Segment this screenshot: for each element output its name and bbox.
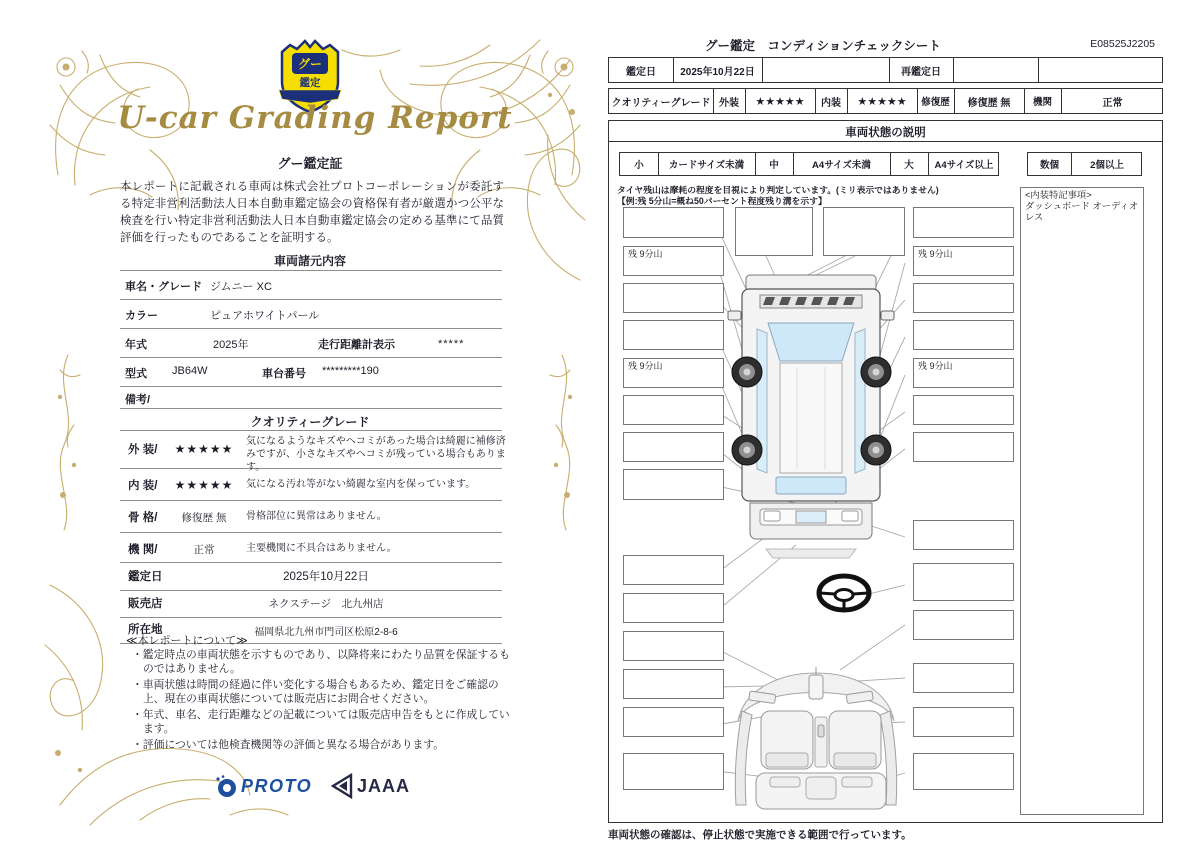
grade-exterior-stars: ★★★★★: [174, 442, 234, 456]
sheet-title: グー鑑定 コンディションチェックシート: [705, 39, 941, 53]
count-legend-table: [1027, 152, 1142, 176]
reappraisal-date-label: 再鑑定日: [901, 66, 941, 78]
grade-engine-label: 機 関/: [128, 544, 158, 556]
grade-int-label: 内装: [821, 97, 841, 109]
grade-repair-value: 修復歴 無: [967, 97, 1011, 109]
condition-note-box: [623, 320, 724, 350]
grade-engine-label2: 機関: [1032, 97, 1052, 108]
condition-note-box: [823, 207, 905, 256]
condition-note-box: [623, 555, 724, 585]
appraisal-date-table: [608, 57, 1163, 83]
condition-note-box: [623, 395, 724, 425]
condition-note-box: [913, 520, 1014, 550]
grade-engine-value: 正常: [193, 544, 215, 556]
condition-note-box: [913, 753, 1014, 790]
condition-note-box: [623, 469, 724, 500]
condition-note-box: [623, 707, 724, 737]
info-date-label: 鑑定日: [128, 571, 163, 583]
tire-note-front-right: 残 9分山: [913, 246, 1014, 276]
spec-color-label: カラー: [125, 310, 158, 322]
spec-odo-value: *****: [438, 338, 465, 350]
info-dealer-label: 販売店: [128, 598, 163, 610]
spec-vin-value: *********190: [322, 365, 379, 377]
grade-interior-stars: ★★★★★: [174, 478, 234, 492]
info-address-label: 所在地: [128, 624, 163, 636]
condition-note-box: [623, 283, 724, 313]
spec-year-label: 年式: [125, 339, 147, 351]
condition-note-box: [913, 610, 1014, 640]
grade-interior-label: 内 装/: [128, 480, 158, 492]
spec-type-label: 型式: [125, 368, 147, 380]
condition-note-box: [913, 563, 1014, 601]
spec-odo-label: 走行距離計表示: [318, 339, 395, 351]
condition-note-box: [913, 207, 1014, 238]
sheet-footer-note: 車両状態の確認は、停止状態で実施できる範囲で行っています。: [608, 829, 912, 841]
badge-text-kantei: 鑑定: [299, 77, 321, 89]
condition-note-box: [913, 283, 1014, 313]
car-top-view: [728, 275, 894, 558]
spec-vin-label: 車台番号: [262, 368, 306, 380]
notes-item-1: ・鑑定時点の車両状態を示すものであり、以降将来にわたり品質を保証するものではありません。: [132, 649, 510, 676]
condition-note-box: [913, 707, 1014, 737]
jaaa-logo-icon: [330, 773, 354, 799]
spec-remarks-label: 備考/: [125, 394, 151, 406]
appraisal-date-value: 2025年10月22日: [680, 66, 755, 78]
badge-text-goo: グー: [297, 57, 323, 71]
tire-note-2: 【例:残 5分山=概ね50パーセント程度残り溝を示す】: [617, 196, 827, 206]
spec-model-value: ジムニー XC: [210, 281, 272, 293]
legend-small-val: カードサイズ未満: [668, 160, 745, 171]
condition-check-sheet: [600, 0, 1200, 848]
grade-int-stars: ★★★★★: [857, 95, 907, 108]
legend-small-key: 小: [634, 160, 644, 171]
tire-note-front-left: 残 9分山: [623, 246, 724, 276]
grade-table-label: クオリティーグレード: [611, 97, 711, 109]
notes-item-3: ・年式、車名、走行距離などの記載については販売店申告をもとに作成しています。: [132, 709, 510, 736]
condition-note-box: [913, 663, 1014, 693]
notes-item-2: ・車両状態は時間の経過に伴い変化する場合もあるため、鑑定日をご確認の上、現在の車両状態については販売店にお問合せください。: [132, 679, 499, 706]
condition-note-box: [623, 593, 724, 623]
condition-note-box: [623, 669, 724, 699]
legend-mid-key: 中: [769, 160, 779, 171]
spec-model-label: 車名・グレード: [125, 281, 202, 293]
quality-grade-table: [608, 88, 1163, 114]
appraisal-date-label: 鑑定日: [626, 66, 656, 78]
interior-notes-title: <内装特記事項>: [1025, 190, 1092, 200]
steering-wheel-icon: [819, 576, 869, 610]
spec-type-value: JB64W: [172, 365, 208, 377]
info-address-value: 福岡県北九州市門司区松原2-8-6: [254, 627, 398, 638]
tire-note-1: タイヤ残山は摩耗の程度を目視により判定しています。(ミリ表示ではありません): [617, 185, 939, 195]
intro-paragraph: 本レポートに記載される車両は株式会社プロトコーポレーションが委託する特定非営利活動法人日本自動車鑑定協会の資格保有者が厳選かつ公平な検査を行い特定非営利活動法人日本自動車鑑定協会の定める基準にて品質評価を行ったものであることを証明する。: [120, 181, 504, 245]
report-title: U-car Grading Report: [117, 100, 513, 136]
condition-note-box: [913, 395, 1014, 425]
condition-section-title: 車両状態の説明: [845, 127, 926, 139]
spec-color-value: ピュアホワイトパール: [210, 310, 320, 322]
cert-title: グー鑑定証: [277, 156, 343, 171]
legend-count-val: 2個以上: [1090, 160, 1124, 171]
grade-frame-desc: 骨格部位に異常はありません。: [246, 511, 387, 522]
condition-note-box: [913, 432, 1014, 462]
proto-logo-text: PROTO: [241, 776, 313, 796]
notes-title: ≪本レポートについて≫: [126, 635, 248, 647]
grade-repair-label: 修復歴: [921, 97, 950, 108]
jaaa-logo-text: JAAA: [357, 776, 411, 796]
condition-note-box: [913, 320, 1014, 350]
car-interior-view: [735, 667, 897, 809]
legend-count-key: 数個: [1039, 160, 1059, 171]
interior-notes-body: ダッシュボード オーディオレス: [1025, 201, 1139, 223]
grade-engine-value2: 正常: [1102, 97, 1123, 109]
spec-year-value: 2025年: [213, 339, 249, 351]
grade-exterior-label: 外 装/: [128, 444, 158, 456]
tire-note-rear-left: 残 9分山: [623, 358, 724, 388]
condition-note-box: [623, 753, 724, 790]
sheet-code: E08525J2205: [1090, 38, 1155, 50]
legend-mid-val: A4サイズ未満: [812, 160, 871, 171]
legend-large-key: 大: [904, 160, 914, 171]
condition-note-box: [623, 631, 724, 661]
grade-ext-stars: ★★★★★: [755, 95, 805, 108]
grade-interior-desc: 気になる汚れ等がない綺麗な室内を保っています。: [246, 479, 476, 490]
notes-item-4: ・評価については他検査機関等の評価と異なる場合があります。: [132, 739, 445, 751]
legend-large-val: A4サイズ以上: [934, 160, 994, 171]
info-date-value: 2025年10月22日: [283, 571, 369, 583]
grade-frame-value: 修復歴 無: [181, 512, 227, 524]
size-legend-table: [619, 152, 999, 176]
grade-ext-label: 外装: [719, 97, 739, 109]
spec-section-title: 車両諸元内容: [273, 254, 346, 268]
condition-note-box: [623, 432, 724, 462]
condition-note-box: [735, 207, 813, 256]
info-dealer-value: ネクステージ 北九州店: [268, 598, 384, 610]
grade-section-title: クオリティーグレード: [250, 415, 370, 429]
interior-notes-box: [1020, 187, 1144, 815]
condition-note-box: [623, 207, 724, 238]
proto-logo-icon: [214, 774, 238, 798]
grade-exterior-desc: 気になるようなキズやヘコミがあった場合は綺麗に補修済みですが、小さなキズやヘコミが残っている場合もあります。: [246, 436, 506, 474]
grade-engine-desc: 主要機関に不具合はありません。: [246, 543, 397, 554]
tire-note-rear-right: 残 9分山: [913, 358, 1014, 388]
grade-frame-label: 骨 格/: [128, 512, 158, 524]
